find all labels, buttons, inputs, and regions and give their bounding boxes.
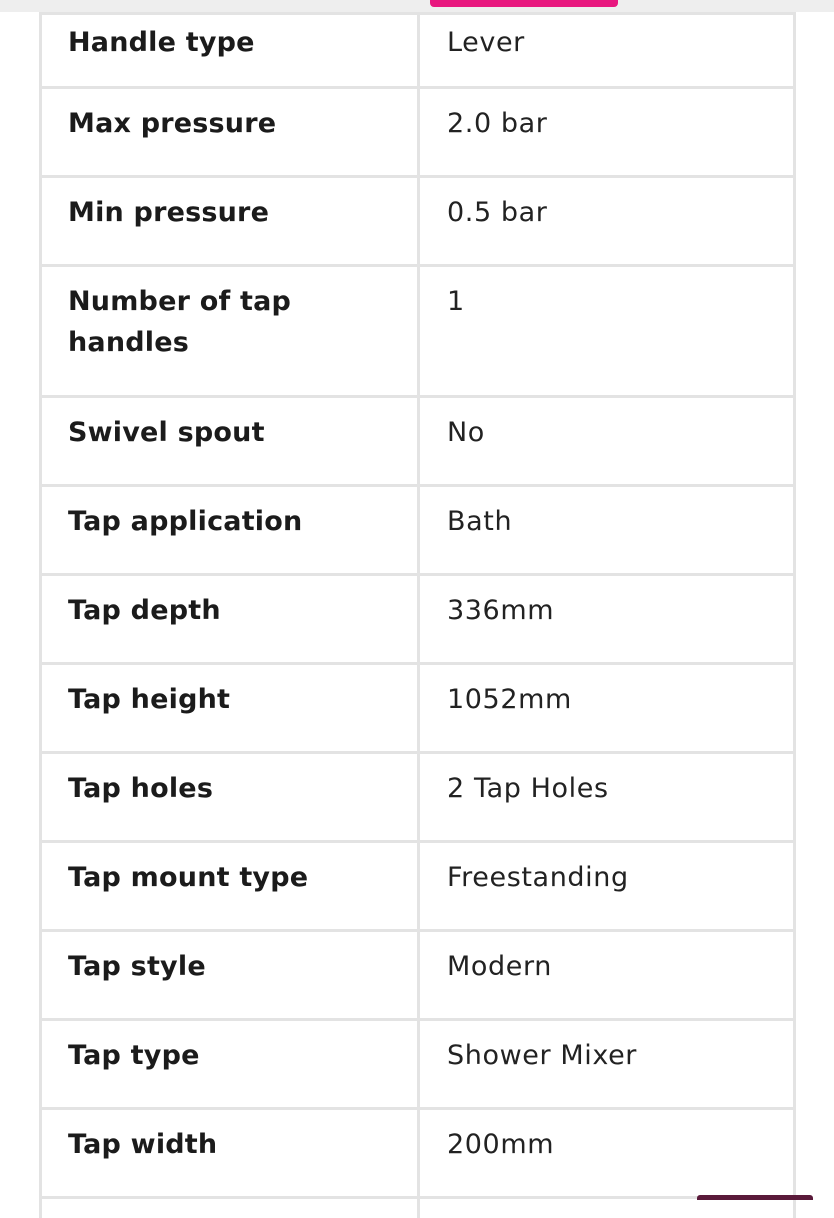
spec-value: 0.5 bar — [419, 177, 795, 266]
spec-label: Tap depth — [41, 575, 419, 664]
spec-label: Tap type — [41, 1020, 419, 1109]
spec-label: Min pressure — [41, 177, 419, 266]
table-row — [41, 177, 795, 266]
table-row — [41, 88, 795, 177]
top-bar — [0, 0, 834, 12]
table-row — [41, 931, 795, 1020]
spec-label-cut — [41, 1198, 419, 1218]
spec-label: Max pressure — [41, 88, 419, 177]
spec-value: Bath — [419, 486, 795, 575]
spec-label: Tap width — [41, 1109, 419, 1198]
spec-label: Tap height — [41, 664, 419, 753]
spec-value: Freestanding — [419, 842, 795, 931]
spec-label: Number of tap handles — [41, 266, 419, 397]
spec-value: No — [419, 397, 795, 486]
spec-value: 336mm — [419, 575, 795, 664]
table-row — [41, 266, 795, 397]
spec-value: 200mm — [419, 1109, 795, 1198]
table-row — [41, 1198, 795, 1218]
spec-label: Tap mount type — [41, 842, 419, 931]
spec-value: 2.0 bar — [419, 88, 795, 177]
table-row — [41, 1109, 795, 1198]
top-accent-bar — [430, 0, 618, 7]
table-row — [41, 842, 795, 931]
spec-value: Modern — [419, 931, 795, 1020]
specifications-table — [39, 12, 796, 1218]
table-row — [41, 486, 795, 575]
spec-value: Lever — [419, 14, 795, 88]
spec-label: Tap application — [41, 486, 419, 575]
spec-label: Tap holes — [41, 753, 419, 842]
spec-value: 1052mm — [419, 664, 795, 753]
table-row — [41, 575, 795, 664]
table-row — [41, 664, 795, 753]
spec-label: Swivel spout — [41, 397, 419, 486]
bottom-accent-bar — [697, 1195, 813, 1200]
table-row — [41, 753, 795, 842]
spec-value: 1 — [419, 266, 795, 397]
table-row — [41, 14, 795, 88]
spec-label: Tap style — [41, 931, 419, 1020]
spec-value: 2 Tap Holes — [419, 753, 795, 842]
spec-value: Shower Mixer — [419, 1020, 795, 1109]
table-row — [41, 1020, 795, 1109]
spec-value-cut — [419, 1198, 795, 1218]
spec-label: Handle type — [41, 14, 419, 88]
table-row — [41, 397, 795, 486]
